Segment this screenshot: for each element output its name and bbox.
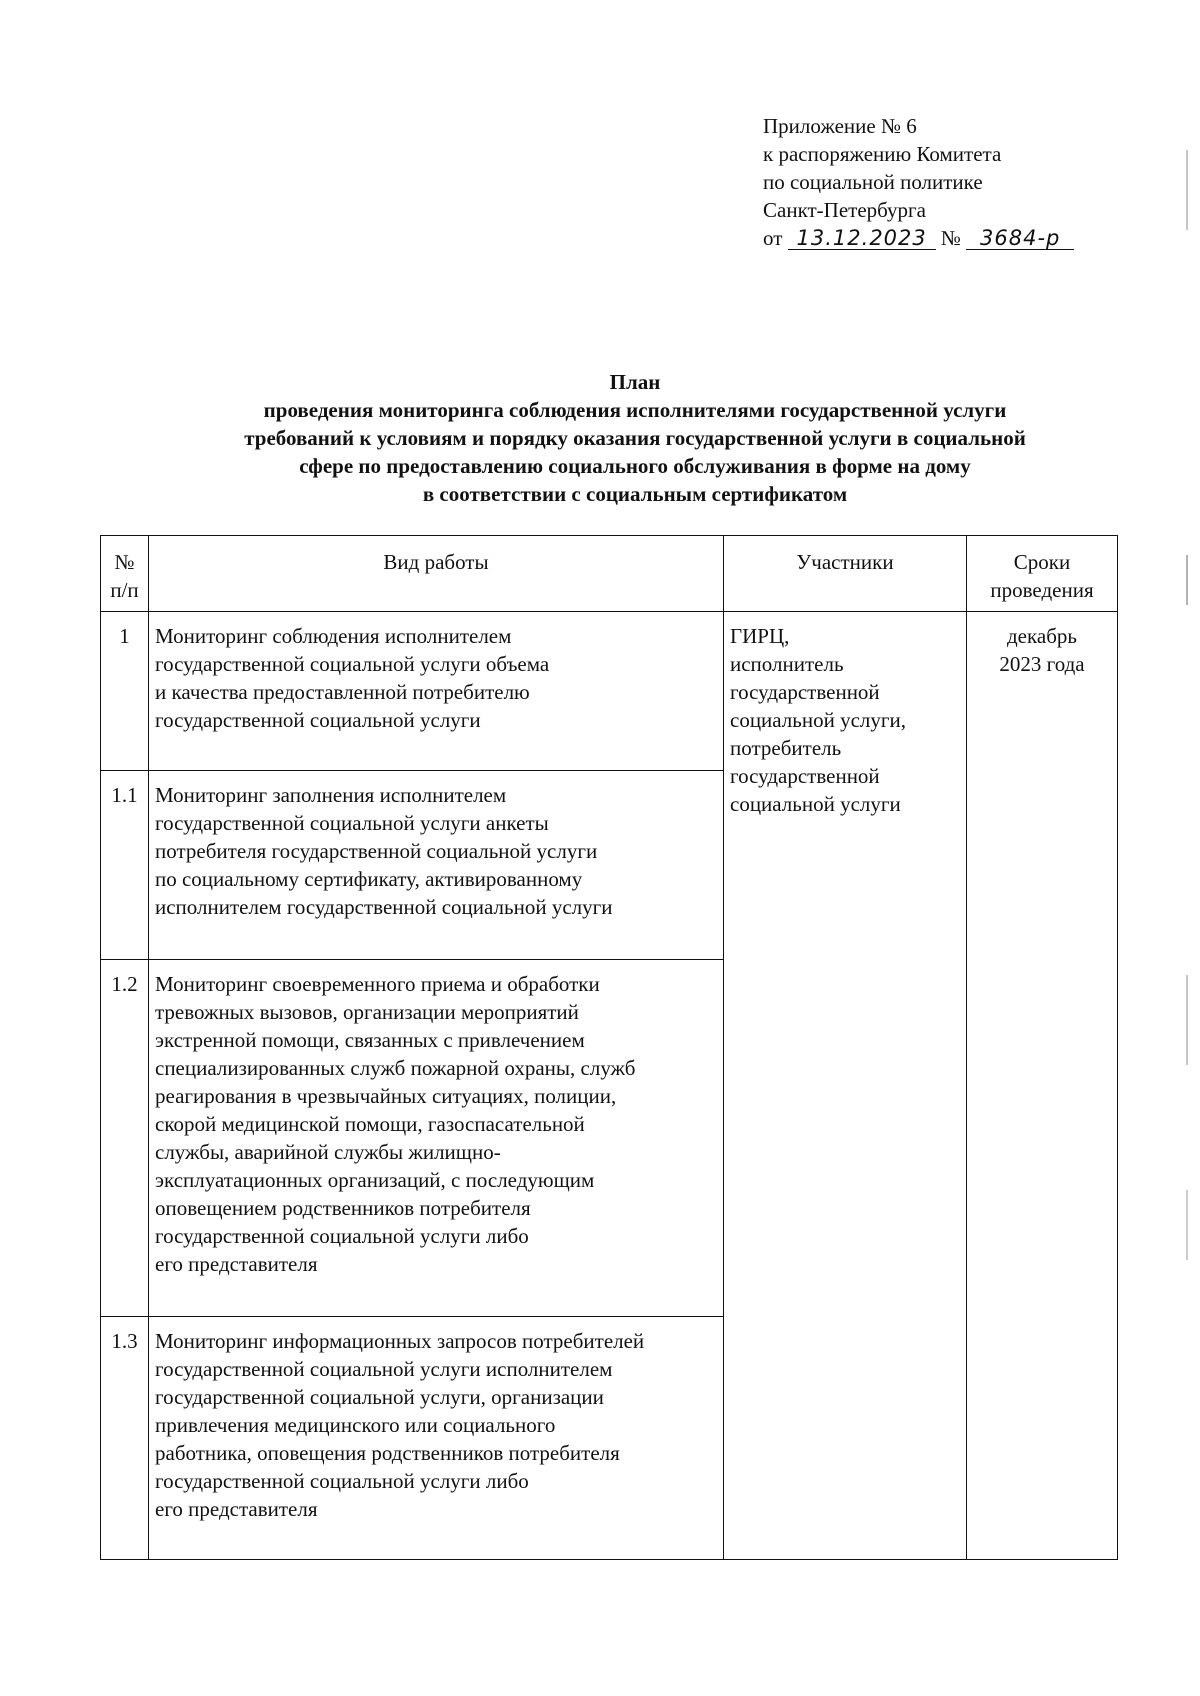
table-row bbox=[101, 612, 1118, 771]
title-line: требований к условиям и порядку оказания государственной услуги в социальной bbox=[244, 426, 1026, 450]
from-label: от bbox=[763, 226, 783, 250]
appendix-line: к распоряжению Комитета bbox=[763, 142, 1002, 166]
table-header-row bbox=[101, 536, 1118, 612]
appendix-line: по социальной политике bbox=[763, 170, 983, 194]
scan-mark bbox=[1186, 975, 1188, 1065]
row-num: 1.1 bbox=[101, 771, 149, 960]
header-terms: Сроки проведения bbox=[967, 536, 1118, 612]
title-line: в соответствии с социальным сертификатом bbox=[422, 482, 848, 506]
appendix-line: Санкт-Петербурга bbox=[763, 198, 926, 222]
scan-mark bbox=[1186, 150, 1188, 230]
title-line: сфере по предоставлению социального обслуживания в форме на дому bbox=[299, 454, 971, 478]
scan-mark bbox=[1186, 1190, 1188, 1260]
row-work: Мониторинг информационных запросов потребителей государственной социальной услуги исполнителем государственной социальной услуги, организации привлечения медицинского или социального работника, оповещения родственников потребителя государственной социальной услуги либо его представителя bbox=[149, 1317, 724, 1560]
number-label: № bbox=[940, 226, 961, 250]
row-work: Мониторинг заполнения исполнителем государственной социальной услуги анкеты потребителя государственной социальной услуги по социальному сертификату, активированному исполнителем государственной социальной услуги bbox=[149, 771, 724, 960]
row-num: 1.3 bbox=[101, 1317, 149, 1560]
row-work: Мониторинг своевременного приема и обработки тревожных вызовов, организации мероприятий экстренной помощи, связанных с привлечением специализированных служб пожарной охраны, служб реагирования в чрезвычайных ситуациях, полиции, скорой медицинской помощи, газоспасательной службы, аварийной службы жилищно- эксплуатационных организаций, с последующим оповещением родственников потребителя государственной социальной услуги либо его представителя bbox=[149, 960, 724, 1317]
row-num: 1.2 bbox=[101, 960, 149, 1317]
header-work: Вид работы bbox=[149, 536, 724, 612]
header-participants: Участники bbox=[724, 536, 967, 612]
title-line: План bbox=[609, 370, 661, 394]
row-work: Мониторинг соблюдения исполнителем государственной социальной услуги объема и качества предоставленной потребителю государственной социальной услуги bbox=[149, 612, 724, 771]
row-num: 1 bbox=[101, 612, 149, 771]
scan-mark bbox=[1186, 555, 1188, 605]
plan-table bbox=[100, 535, 1118, 1560]
appendix-line: Приложение № 6 bbox=[763, 114, 917, 138]
appendix-block bbox=[763, 112, 1163, 252]
terms-cell: декабрь 2023 года bbox=[967, 612, 1118, 1560]
handwritten-number: 3684-р bbox=[966, 227, 1074, 250]
participants-cell: ГИРЦ, исполнитель государственной социальной услуги, потребитель государственной социальной услуги bbox=[724, 612, 967, 1560]
title-line: проведения мониторинга соблюдения исполнителями государственной услуги bbox=[263, 398, 1007, 422]
document-title bbox=[100, 368, 1170, 508]
handwritten-date: 13.12.2023 bbox=[788, 227, 936, 250]
header-num: № п/п bbox=[101, 536, 149, 612]
appendix-date-line bbox=[763, 224, 1163, 252]
